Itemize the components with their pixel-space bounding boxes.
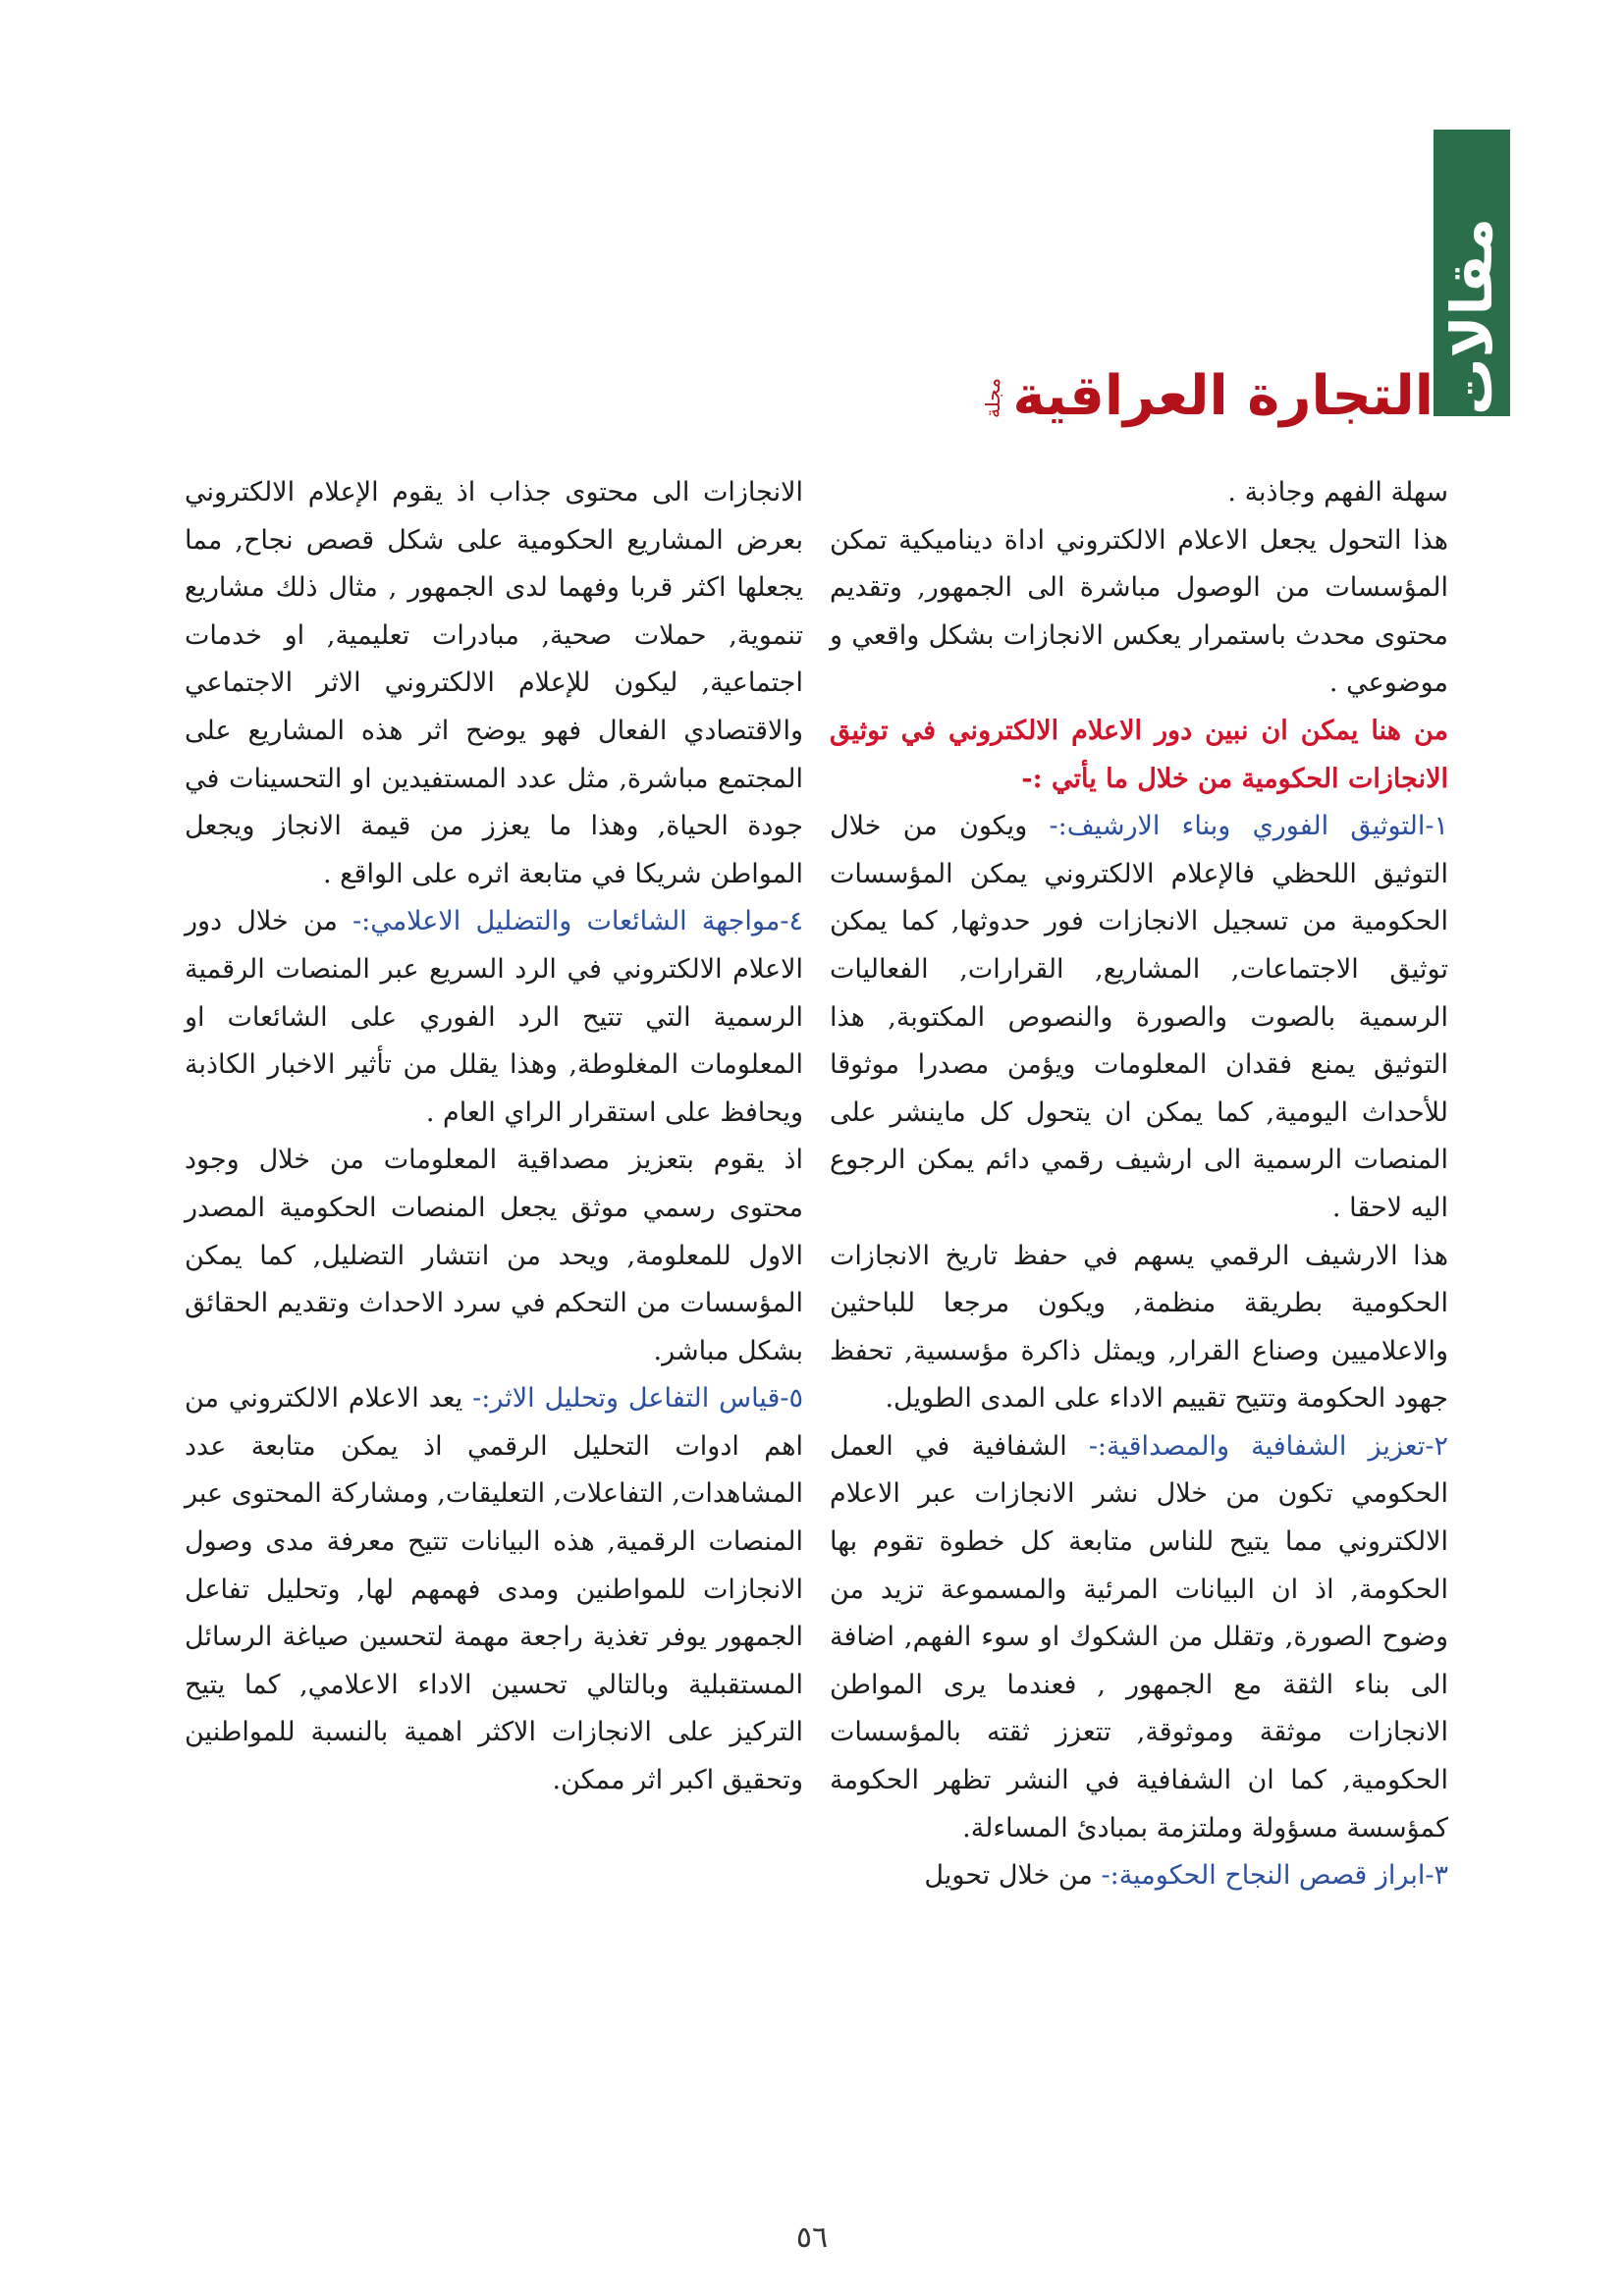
section-heading: ٢-تعزيز الشفافية والمصداقية:-: [1088, 1430, 1448, 1462]
section-tab: [1434, 130, 1510, 416]
article-column-left: [185, 469, 803, 1805]
paragraph-text: اذ يقوم بتعزيز مصداقية المعلومات من خلال وجود محتوى رسمي موثق يجعل المنصات الحكومية المصدر الاول للمعلومة, ويحد من انتشار التضليل, كما يمكن المؤسسات من التحكم في سرد الاحداث وتقديم الحقائق بشكل مباشر.: [185, 1145, 803, 1366]
article-column-right: [830, 469, 1448, 1900]
magazine-masthead: [981, 346, 1434, 428]
paragraph: [185, 898, 803, 1137]
paragraph-text: من هنا يمكن ان نبين دور الاعلام الالكتروني في توثيق الانجازات الحكومية من خلال ما يأتي :-: [830, 715, 1448, 794]
paragraph-text: هذا التحول يجعل الاعلام الالكتروني اداة ديناميكية تمكن المؤسسات من الوصول مباشرة الى الجمهور, وتقديم محتوى محدث باستمرار يعكس الانجازات بشكل واقعي و موضوعي .: [830, 524, 1448, 699]
paragraph-text: سهلة الفهم وجاذبة .: [1227, 477, 1448, 507]
intro-statement: [830, 708, 1448, 803]
paragraph-text: الشفافية في العمل الحكومي تكون من خلال نشر الانجازات عبر الاعلام الالكتروني مما يتيح للناس متابعة كل خطوة تقوم بها الحكومة, اذ ان البيانات المرئية والمسموعة تزيد من وضوح الصورة, وتقلل من الشكوك او سوء الفهم, اضافة الى بناء الثقة مع الجمهور , فعندما يرى المواطن الانجازات موثقة وموثوقة, تتعزز ثقته بالمؤسسات الحكومية, كما ان الشفافية في النشر تظهر الحكومة كمؤسسة مسؤولة وملتزمة بمبادئ المساءلة.: [830, 1430, 1448, 1843]
paragraph: [830, 517, 1448, 708]
paragraph: [830, 1852, 1448, 1900]
paragraph-text: من خلال دور الاعلام الالكتروني في الرد السريع عبر المنصات الرقمية الرسمية التي تتيح الرد الفوري على الشائعات او المعلومات المغلوطة, وهذا يقلل من تأثير الاخبار الكاذبة ويحافظ على استقرار الراي العام .: [185, 906, 803, 1128]
paragraph-text: من خلال تحويل: [924, 1860, 1102, 1892]
paragraph-text: يعد الاعلام الالكتروني من اهم ادوات التحليل الرقمي اذ يمكن متابعة عدد المشاهدات, التفاعلات, التعليقات, ومشاركة المحتوى عبر المنصات الرقمية, هذه البيانات تتيح معرفة مدى وصول الانجازات للمواطنين ومدى فهمهم لها, وتحليل تفاعل الجمهور يوفر تغذية راجعة مهمة لتحسين صياغة الرسائل المستقبلية وبالتالي تحسين الاداء الاعلامي, كما يتيح التركيز على الانجازات الاكثر اهمية بالنسبة للمواطنين وتحقيق اكبر اثر ممكن.: [185, 1383, 803, 1796]
page-number: ٥٦: [795, 2220, 829, 2255]
magazine-label: مجلة: [981, 378, 1005, 418]
paragraph-text: هذا الارشيف الرقمي يسهم في حفظ تاريخ الانجازات الحكومية بطريقة منظمة, ويكون مرجعا للباحثين والاعلاميين وصناع القرار, ويمثل ذاكرة مؤسسية, تحفظ جهود الحكومة وتتيح تقييم الاداء على المدى الطويل.: [830, 1240, 1448, 1415]
section-heading: ٣-ابراز قصص النجاح الحكومية:-: [1101, 1860, 1448, 1892]
section-label: مقالات: [1438, 218, 1505, 415]
paragraph: [830, 1233, 1448, 1423]
paragraph: [185, 1137, 803, 1375]
paragraph: [185, 1375, 803, 1804]
section-heading: ١-التوثيق الفوري وبناء الارشيف:-: [1049, 811, 1448, 842]
paragraph: [185, 469, 803, 898]
paragraph-text: ويكون من خلال التوثيق اللحظي فالإعلام الالكتروني يمكن المؤسسات الحكومية من تسجيل الانجازات فور حدوثها, كما يمكن توثيق الاجتماعات, المشاريع, القرارات, الفعاليات الرسمية بالصوت والصورة والنصوص المكتوبة, هذا التوثيق يمنع فقدان المعلومات ويؤمن مصدرا موثوقا للأحداث اليومية, كما يمكن ان يتحول كل ماينشر على المنصات الرسمية الى ارشيف رقمي دائم يمكن الرجوع اليه لاحقا .: [830, 811, 1448, 1223]
section-heading: ٥-قياس التفاعل وتحليل الاثر:-: [472, 1383, 803, 1415]
magazine-name: التجارة العراقية: [1012, 364, 1434, 428]
paragraph-text: الانجازات الى محتوى جذاب اذ يقوم الإعلام الالكتروني بعرض المشاريع الحكومية على شكل قصص نجاح, مما يجعلها اكثر قربا وفهما لدى الجمهور , مثال ذلك مشاريع تنموية, حملات صحية, مبادرات تعليمية, او خدمات اجتماعية, ليكون للإعلام الالكتروني الاثر الاجتماعي والاقتصادي الفعال فهو يوضح اثر هذه المشاريع على المجتمع مباشرة, مثل عدد المستفيدين او التحسينات في جودة الحياة, وهذا ما يعزز من قيمة الانجاز ويجعل المواطن شريكا في متابعة اثره على الواقع .: [185, 477, 803, 889]
section-heading: ٤-مواجهة الشائعات والتضليل الاعلامي:-: [352, 906, 803, 937]
paragraph: [830, 803, 1448, 1232]
paragraph: [830, 469, 1448, 517]
paragraph: [830, 1423, 1448, 1852]
